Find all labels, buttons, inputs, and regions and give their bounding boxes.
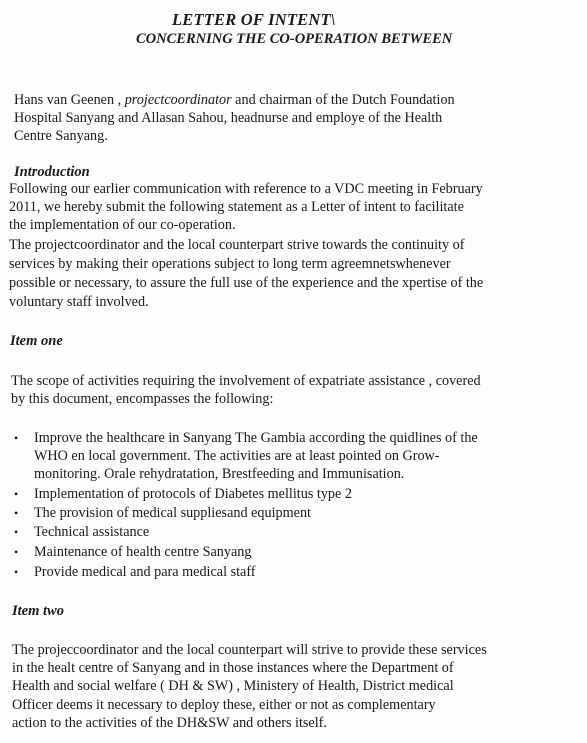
bullet-text: Maintenance of health centre Sanyang [34, 544, 252, 560]
document-title: LETTER OF INTENT\ [172, 10, 336, 29]
bullet-text: Provide medical and para medical staff [34, 564, 256, 580]
bullet-icon: • [14, 487, 19, 501]
bullet-text: WHO en local government. The activities are at least pointed on Grow- [34, 448, 440, 464]
item-two-line: Officer deems it necessary to deploy these, either or not as complementary [12, 697, 436, 713]
intro-line: 2011, we hereby submit the following statement as a Letter of intent to facilitate [9, 199, 464, 215]
bullet-icon: • [14, 545, 19, 559]
item-one-heading: Item one [10, 333, 63, 349]
item-two-line: in the healt centre of Sanyang and in those instances where the Department of [12, 660, 454, 676]
parties-text: Hans van Geenen , [14, 92, 125, 108]
item-two-line: The projeccoordinator and the local counterpart will strive to provide these services [12, 642, 487, 658]
intro-line: services by making their operations subject to long term agreemnetswhenever [9, 256, 451, 272]
intro-line: possible or necessary, to assure the full use of the experience and the xpertise of the [9, 275, 484, 291]
intro-line: voluntary staff involved. [9, 294, 149, 310]
item-two-line: action to the activities of the DH&SW and others itself. [12, 715, 327, 731]
bullet-icon: • [14, 431, 19, 445]
bullet-icon: • [14, 565, 19, 579]
parties-role: projectcoordinator [124, 92, 232, 108]
bullet-text: Technical assistance [34, 524, 150, 540]
intro-line: Following our earlier communication with reference to a VDC meeting in February [9, 181, 483, 197]
bullet-icon: • [14, 525, 19, 539]
item-one-intro-line: by this document, encompasses the following: [11, 391, 274, 407]
bullet-text: monitoring. Orale rehydratation, Brestfeeding and Immunisation. [34, 466, 405, 482]
item-one-intro-line: The scope of activities requiring the involvement of expatriate assistance , covered [11, 373, 481, 389]
parties-text: and chairman of the Dutch Foundation [231, 92, 455, 108]
bullet-icon: • [14, 506, 19, 520]
parties-line-2: Hospital Sanyang and Allasan Sahou, headnurse and employe of the Health [14, 110, 443, 126]
parties-line-3: Centre Sanyang. [14, 128, 108, 144]
document-subtitle: CONCERNING THE CO-OPERATION BETWEEN [136, 31, 453, 47]
introduction-heading: Introduction [14, 164, 90, 180]
intro-line: the implementation of our co-operation. [9, 217, 236, 233]
item-two-heading: Item two [12, 603, 64, 619]
intro-line: The projectcoordinator and the local counterpart strive towards the continuity of [9, 237, 465, 253]
parties-line-1 [14, 92, 455, 110]
bullet-text: Implementation of protocols of Diabetes mellitus type 2 [34, 486, 352, 502]
bullet-text: Improve the healthcare in Sanyang The Gambia according the quidlines of the [34, 430, 478, 446]
item-two-line: Health and social welfare ( DH & SW) , Ministery of Health, District medical [12, 678, 454, 694]
bullet-text: The provision of medical suppliesand equipment [34, 505, 311, 521]
